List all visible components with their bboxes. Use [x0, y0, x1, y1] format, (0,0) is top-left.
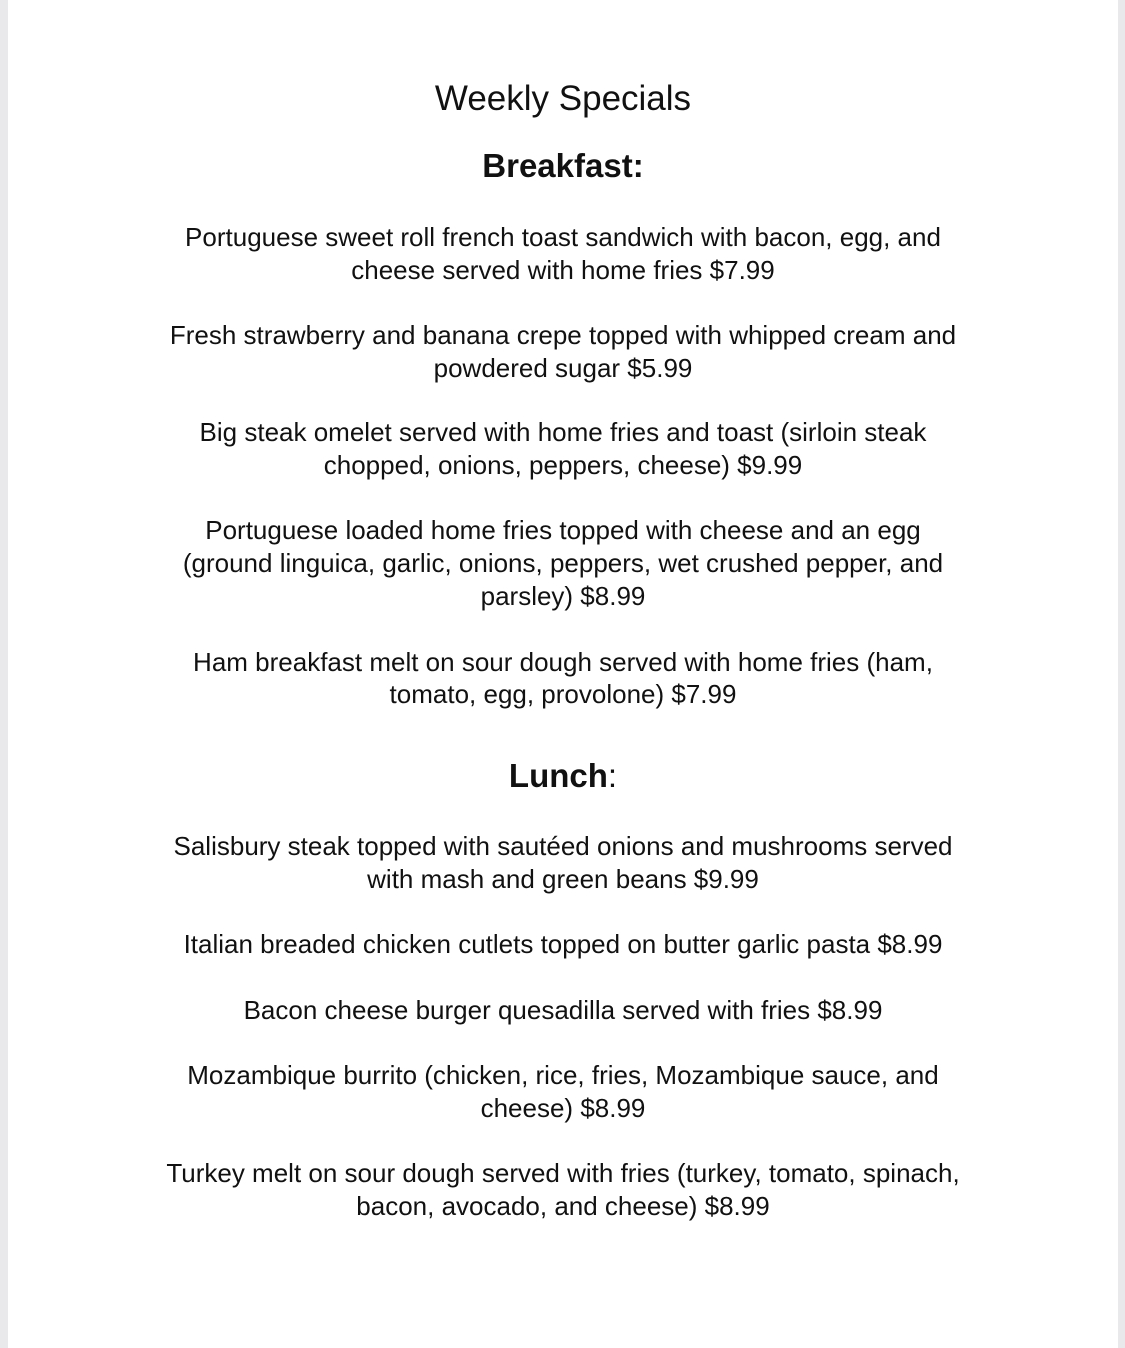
menu-item-line: Mozambique burrito (chicken, rice, fries, Mozambique sauce, and	[187, 1060, 939, 1090]
lunch-heading-word: Lunch	[508, 757, 608, 794]
menu-item-line: parsley) $8.99	[480, 581, 646, 611]
menu-item-line: Italian breaded chicken cutlets topped on butter garlic pasta $8.99	[183, 929, 943, 959]
menu-item-line: chopped, onions, peppers, cheese) $9.99	[323, 450, 803, 480]
menu-item-line: cheese served with home fries $7.99	[351, 255, 775, 285]
menu-item-line: cheese) $8.99	[480, 1093, 646, 1123]
menu-item-line: Portuguese loaded home fries topped with cheese and an egg	[205, 515, 921, 545]
menu-item-line: Fresh strawberry and banana crepe topped with whipped cream and	[169, 320, 957, 350]
page-title: Weekly Specials	[434, 79, 692, 118]
menu-item-line: tomato, egg, provolone) $7.99	[389, 679, 737, 709]
menu-item-line: powdered sugar $5.99	[433, 353, 693, 383]
menu-item-line: Salisbury steak topped with sautéed onions and mushrooms served	[173, 831, 953, 861]
menu-page	[8, 0, 1118, 1348]
breakfast-heading: Breakfast:	[482, 147, 644, 184]
menu-item-line: Bacon cheese burger quesadilla served with fries $8.99	[243, 995, 883, 1025]
menu-item-line: (ground linguica, garlic, onions, peppers, wet crushed pepper, and	[182, 548, 944, 578]
menu-item-line: Ham breakfast melt on sour dough served with home fries (ham,	[193, 647, 933, 677]
menu-item-line: bacon, avocado, and cheese) $8.99	[356, 1191, 770, 1221]
menu-item-line: Turkey melt on sour dough served with fries (turkey, tomato, spinach,	[166, 1158, 960, 1188]
menu-item-line: with mash and green beans $9.99	[367, 864, 759, 894]
lunch-heading	[8, 756, 1118, 796]
lunch-heading-colon: :	[607, 757, 618, 794]
menu-item-line: Portuguese sweet roll french toast sandwich with bacon, egg, and	[185, 222, 941, 252]
menu-item-line: Big steak omelet served with home fries and toast (sirloin steak	[199, 417, 927, 447]
